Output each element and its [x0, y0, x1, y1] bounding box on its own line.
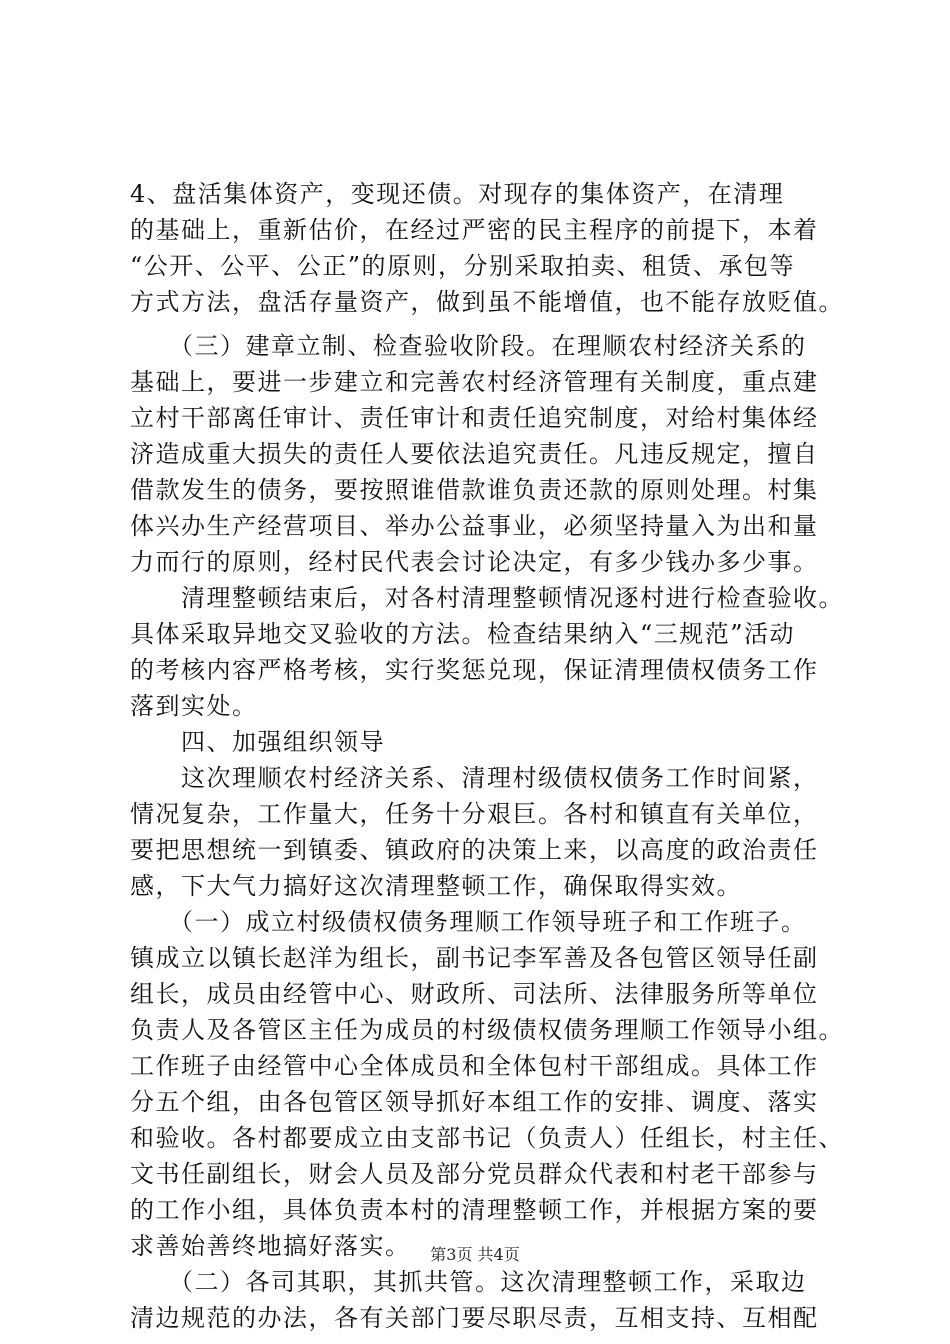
text-line: 体兴办生产经营项目、举办公益事业，必须坚持量入为出和量 — [130, 512, 819, 540]
text-line: 文书任副组长，财会人员及部分党员群众代表和村老干部参与 — [130, 1160, 819, 1188]
text-line: 落到实处。 — [130, 692, 258, 720]
text-line: 的工作小组，具体负责本村的清理整顿工作，并根据方案的要 — [130, 1196, 819, 1224]
text-line: （二）各司其职，其抓共管。这次清理整顿工作，采取边 — [130, 1268, 807, 1296]
text-line: 组长，成员由经管中心、财政所、司法所、法律服务所等单位 — [130, 980, 819, 1008]
text-line: 情况复杂，工作量大，任务十分艰巨。各村和镇直有关单位， — [130, 800, 819, 828]
text-line: 要把思想统一到镇委、镇政府的决策上来，以高度的政治责任 — [130, 836, 819, 864]
text-line: 的考核内容严格考核，实行奖惩兑现，保证清理债权债务工作 — [130, 656, 819, 684]
text-line: “公开、公平、公正”的原则，分别采取拍卖、租赁、承包等 — [130, 252, 796, 280]
text-line: 济造成重大损失的责任人要依法追究责任。凡违反规定，擅自 — [130, 440, 819, 468]
text-line: （三）建章立制、检查验收阶段。在理顺农村经济关系的 — [130, 332, 807, 360]
text-line: 借款发生的债务，要按照谁借款谁负责还款的原则处理。村集 — [130, 476, 819, 504]
text-line: 方式方法，盘活存量资产，做到虽不能增值，也不能存放贬值。 — [130, 288, 844, 316]
text-line: 清边规范的办法，各有关部门要尽职尽责，互相支持、互相配 — [130, 1304, 819, 1332]
page-number-footer: 第3页 共4页 — [430, 1245, 520, 1264]
text-line: 基础上，要进一步建立和完善农村经济管理有关制度，重点建 — [130, 368, 819, 396]
text-line: 清理整顿结束后，对各村清理整顿情况逐村进行检查验收。 — [130, 584, 844, 612]
text-line: 和验收。各村都要成立由支部书记（负责人）任组长，村主任、 — [130, 1124, 844, 1152]
text-line: 负责人及各管区主任为成员的村级债权债务理顺工作领导小组。 — [130, 1016, 844, 1044]
text-line: 立村干部离任审计、责任审计和责任追究制度，对给村集体经 — [130, 404, 819, 432]
text-line: 的基础上，重新估价，在经过严密的民主程序的前提下，本着 — [130, 216, 819, 244]
text-line: 这次理顺农村经济关系、清理村级债权债务工作时间紧， — [130, 764, 819, 792]
text-line: （一）成立村级债权债务理顺工作领导班子和工作班子。 — [130, 908, 807, 936]
text-line: 分五个组，由各包管区领导抓好本组工作的安排、调度、落实 — [130, 1088, 819, 1116]
text-line: 4、盘活集体资产，变现还债。对现存的集体资产，在清理 — [130, 180, 785, 208]
text-line: 具体采取异地交叉验收的方法。检查结果纳入“三规范”活动 — [130, 620, 796, 648]
text-line: 工作班子由经管中心全体成员和全体包村干部组成。具体工作 — [130, 1052, 819, 1080]
text-line: 力而行的原则，经村民代表会讨论决定，有多少钱办多少事。 — [130, 548, 819, 576]
text-line: 求善始善终地搞好落实。 — [130, 1232, 411, 1260]
section-heading: 四、加强组织领导 — [130, 728, 385, 756]
text-line: 镇成立以镇长赵洋为组长，副书记李军善及各包管区领导任副 — [130, 944, 819, 972]
text-line: 感，下大气力搞好这次清理整顿工作，确保取得实效。 — [130, 872, 742, 900]
